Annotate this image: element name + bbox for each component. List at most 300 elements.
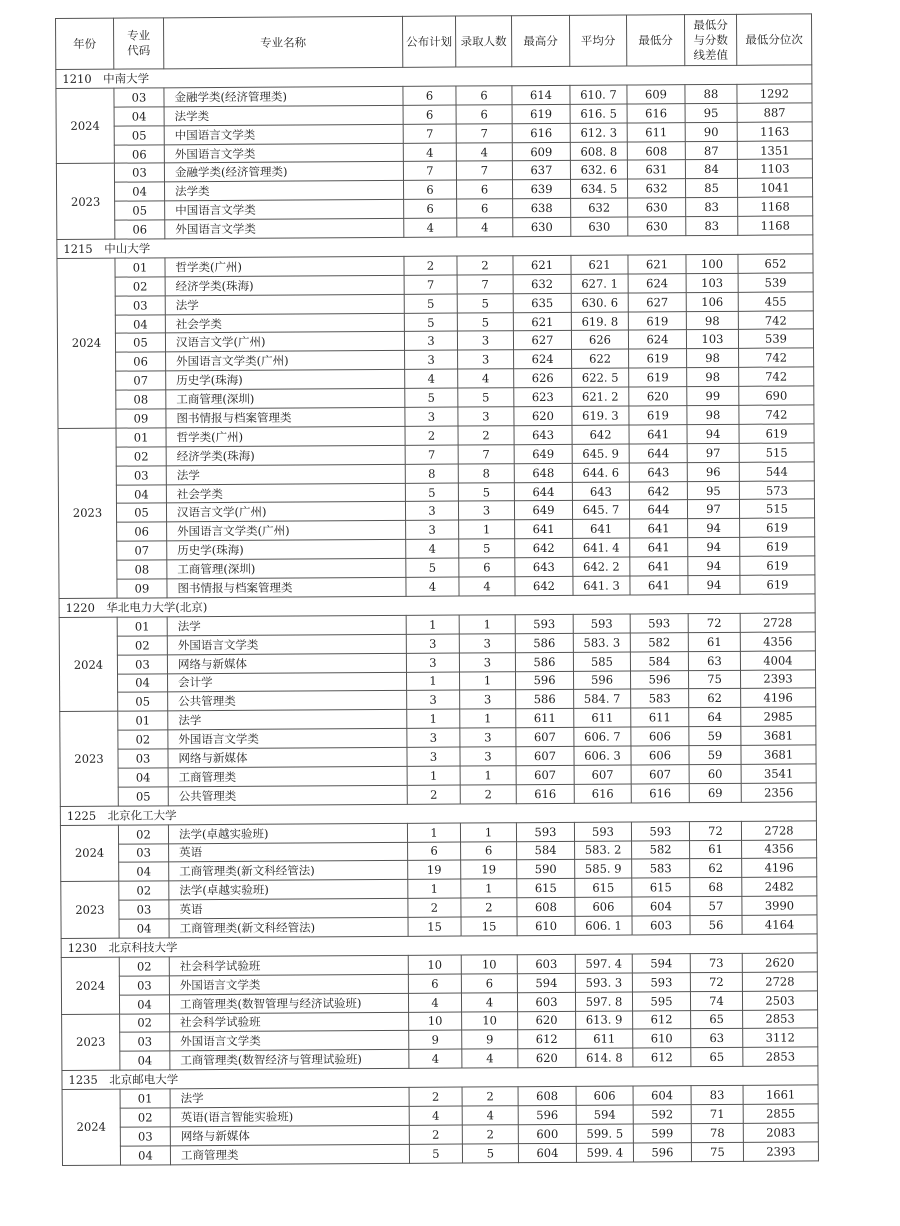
max-score-cell: 620	[518, 1011, 576, 1030]
published-plan-cell: 5	[405, 483, 458, 502]
avg-score-cell: 594	[576, 1105, 633, 1124]
min-score-cell: 584	[630, 651, 688, 670]
max-score-cell: 620	[518, 1049, 576, 1068]
min-rank-cell: 1168	[738, 197, 813, 216]
major-code-cell: 09	[116, 409, 166, 428]
avg-score-cell: 606	[575, 897, 632, 916]
published-plan-cell: 5	[406, 558, 459, 577]
university-title: 1235 北京邮电大学	[62, 1066, 818, 1090]
min-score-cell: 606	[631, 746, 689, 765]
min-score-cell: 608	[627, 141, 685, 160]
major-code-cell: 03	[120, 1032, 170, 1051]
major-code-cell: 04	[119, 862, 169, 881]
published-plan-cell: 8	[405, 464, 458, 483]
year-cell: 2024	[59, 617, 118, 712]
max-score-cell: 608	[517, 898, 575, 917]
major-code-cell: 04	[114, 107, 164, 126]
admitted-count-cell: 4	[459, 577, 515, 596]
published-plan-cell: 2	[405, 426, 458, 445]
min-rank-cell: 742	[739, 367, 814, 386]
min-score-cell: 592	[633, 1105, 691, 1124]
min-score-cell: 593	[631, 821, 689, 840]
admitted-count-cell: 1	[460, 822, 516, 841]
score-diff-cell: 90	[685, 122, 737, 141]
score-diff-cell: 84	[685, 160, 737, 179]
score-diff-cell: 75	[691, 1142, 743, 1161]
admitted-count-cell: 1	[459, 671, 515, 690]
score-diff-cell: 78	[691, 1123, 743, 1142]
max-score-cell: 626	[514, 369, 572, 388]
published-plan-cell: 3	[405, 407, 458, 426]
max-score-cell: 638	[513, 199, 571, 218]
min-score-cell: 642	[629, 481, 687, 500]
min-score-cell: 596	[633, 1142, 691, 1161]
major-code-cell: 06	[116, 352, 166, 371]
admitted-count-cell: 2	[462, 1125, 518, 1144]
score-diff-cell: 103	[686, 273, 738, 292]
min-score-cell: 609	[627, 85, 685, 104]
major-name-cell: 法学(卓越实验班)	[168, 823, 407, 843]
published-plan-cell: 1	[407, 709, 460, 728]
min-score-cell: 611	[627, 122, 685, 141]
avg-score-cell: 584. 7	[574, 689, 631, 708]
major-code-cell: 07	[116, 371, 166, 390]
admitted-count-cell: 3	[459, 652, 515, 671]
score-diff-cell: 64	[689, 708, 741, 727]
admitted-count-cell: 3	[457, 331, 513, 350]
avg-score-cell: 616. 5	[570, 104, 627, 123]
avg-score-cell: 641	[573, 519, 630, 538]
published-plan-cell: 6	[403, 105, 456, 124]
year-cell: 2024	[56, 88, 114, 164]
min-rank-cell: 4164	[742, 915, 817, 934]
published-plan-cell: 3	[407, 728, 460, 747]
year-cell: 2023	[61, 881, 119, 938]
admitted-count-cell: 1	[459, 615, 515, 634]
min-rank-cell: 1103	[737, 159, 812, 178]
published-plan-cell: 2	[408, 898, 461, 917]
avg-score-cell: 597. 8	[575, 992, 632, 1011]
avg-score-cell: 641. 3	[573, 576, 630, 595]
min-rank-cell: 2728	[742, 972, 817, 991]
min-rank-cell: 2393	[740, 669, 815, 688]
published-plan-cell: 4	[406, 539, 459, 558]
score-diff-cell: 61	[690, 840, 742, 859]
major-name-cell: 社会学类	[166, 483, 405, 503]
max-score-cell: 593	[516, 822, 574, 841]
major-code-cell: 03	[119, 843, 169, 862]
header-published-plan: 公布计划	[402, 16, 455, 67]
admitted-count-cell: 4	[458, 369, 514, 388]
avg-score-cell: 644. 6	[572, 463, 629, 482]
major-name-cell: 工商管理类	[168, 766, 407, 786]
score-diff-cell: 65	[691, 1048, 743, 1067]
score-diff-cell: 83	[686, 198, 738, 217]
major-name-cell: 英语(语言智能实验班)	[170, 1106, 409, 1126]
min-rank-cell: 3990	[742, 896, 817, 915]
min-score-cell: 604	[633, 1086, 691, 1105]
score-diff-cell: 62	[690, 859, 742, 878]
min-score-cell: 603	[632, 916, 690, 935]
major-code-cell: 05	[114, 126, 164, 145]
score-diff-cell: 56	[690, 915, 742, 934]
published-plan-cell: 3	[405, 350, 458, 369]
major-code-cell: 03	[119, 976, 169, 995]
published-plan-cell: 2	[404, 256, 457, 275]
min-rank-cell: 652	[738, 254, 813, 273]
avg-score-cell: 593	[573, 614, 630, 633]
max-score-cell: 607	[516, 746, 574, 765]
major-code-cell: 03	[116, 466, 166, 485]
published-plan-cell: 10	[409, 1012, 462, 1031]
avg-score-cell: 632. 6	[570, 160, 627, 179]
major-name-cell: 金融学类(经济管理类)	[164, 162, 403, 182]
major-code-cell: 02	[119, 881, 169, 900]
score-diff-cell: 98	[687, 368, 739, 387]
published-plan-cell: 3	[405, 502, 458, 521]
max-score-cell: 586	[515, 633, 573, 652]
avg-score-cell: 642. 2	[573, 557, 630, 576]
score-diff-cell: 94	[688, 575, 740, 594]
max-score-cell: 630	[513, 217, 571, 236]
max-score-cell: 603	[517, 954, 575, 973]
score-diff-cell: 98	[687, 405, 739, 424]
major-name-cell: 社会科学试验班	[170, 1012, 409, 1032]
published-plan-cell: 1	[408, 879, 461, 898]
min-score-cell: 595	[632, 991, 690, 1010]
university-title: 1220 华北电力大学(北京)	[59, 594, 815, 618]
max-score-cell: 643	[514, 425, 572, 444]
avg-score-cell: 622. 5	[572, 368, 629, 387]
min-score-cell: 630	[628, 217, 686, 236]
max-score-cell: 643	[515, 558, 573, 577]
major-code-cell: 04	[119, 994, 169, 1013]
major-name-cell: 汉语言文学(广州)	[166, 502, 405, 522]
min-rank-cell: 1163	[737, 122, 812, 141]
max-score-cell: 632	[513, 274, 571, 293]
major-code-cell: 04	[115, 314, 165, 333]
min-score-cell: 616	[631, 783, 689, 802]
min-rank-cell: 742	[738, 310, 813, 329]
major-code-cell: 05	[118, 787, 168, 806]
header-score-diff	[684, 14, 736, 65]
score-diff-cell: 97	[687, 500, 739, 519]
admitted-count-cell: 15	[461, 917, 517, 936]
max-score-cell: 586	[516, 690, 574, 709]
max-score-cell: 611	[516, 709, 574, 728]
major-code-cell: 05	[115, 333, 165, 352]
min-score-cell: 644	[629, 500, 687, 519]
max-score-cell: 603	[517, 992, 575, 1011]
max-score-cell: 624	[514, 350, 572, 369]
score-diff-cell: 59	[689, 745, 741, 764]
published-plan-cell: 4	[404, 218, 457, 237]
avg-score-cell: 632	[571, 198, 628, 217]
published-plan-cell: 6	[404, 199, 457, 218]
major-code-cell: 02	[119, 957, 169, 976]
score-diff-cell: 88	[685, 84, 737, 103]
min-rank-cell: 4196	[742, 858, 817, 877]
major-name-cell: 外国语言文学类	[169, 974, 408, 994]
admitted-count-cell: 3	[459, 633, 515, 652]
min-score-cell: 611	[631, 708, 689, 727]
score-diff-cell: 85	[685, 179, 737, 198]
avg-score-cell: 642	[572, 425, 629, 444]
major-name-cell: 外国语言文学类	[164, 143, 403, 163]
min-rank-cell: 4004	[740, 650, 815, 669]
score-diff-cell: 94	[687, 424, 739, 443]
min-score-cell: 620	[629, 387, 687, 406]
major-code-cell: 04	[119, 919, 169, 938]
min-score-cell: 641	[630, 519, 688, 538]
admitted-count-cell: 2	[460, 785, 516, 804]
published-plan-cell: 1	[407, 672, 460, 691]
min-score-cell: 582	[630, 632, 688, 651]
published-plan-cell: 3	[406, 653, 459, 672]
published-plan-cell: 3	[407, 690, 460, 709]
max-score-cell: 649	[514, 501, 572, 520]
major-name-cell: 公共管理类	[168, 785, 407, 805]
avg-score-cell: 611	[574, 708, 631, 727]
published-plan-cell: 6	[404, 180, 457, 199]
table-body	[56, 65, 819, 1165]
score-diff-cell: 83	[691, 1085, 743, 1104]
max-score-cell: 609	[512, 142, 570, 161]
min-rank-cell: 2853	[743, 1047, 818, 1066]
max-score-cell: 648	[514, 463, 572, 482]
header-major-code-text: 专业代码	[127, 28, 151, 58]
score-diff-cell: 94	[688, 556, 740, 575]
published-plan-cell: 7	[405, 445, 458, 464]
max-score-cell: 619	[512, 104, 570, 123]
major-name-cell: 工商管理类(新文科经管法)	[169, 861, 408, 881]
major-code-cell: 01	[115, 258, 165, 277]
score-diff-cell: 71	[691, 1104, 743, 1123]
min-score-cell: 632	[627, 179, 685, 198]
published-plan-cell: 7	[403, 124, 456, 143]
avg-score-cell: 645. 7	[572, 500, 629, 519]
major-name-cell: 工商管理类	[170, 1144, 409, 1164]
admitted-count-cell: 2	[457, 256, 513, 275]
min-rank-cell: 742	[739, 405, 814, 424]
min-rank-cell: 619	[740, 518, 815, 537]
admitted-count-cell: 1	[459, 520, 515, 539]
published-plan-cell: 10	[408, 955, 461, 974]
admitted-count-cell: 6	[461, 841, 517, 860]
published-plan-cell: 3	[404, 332, 457, 351]
major-code-cell: 04	[120, 1146, 170, 1165]
year-cell: 2024	[57, 258, 116, 428]
min-score-cell: 594	[632, 953, 690, 972]
min-rank-cell: 455	[738, 292, 813, 311]
avg-score-cell: 626	[571, 330, 628, 349]
admitted-count-cell: 5	[457, 293, 513, 312]
admitted-count-cell: 8	[458, 463, 514, 482]
major-code-cell: 01	[120, 1089, 170, 1108]
max-score-cell: 594	[517, 973, 575, 992]
max-score-cell: 607	[516, 765, 574, 784]
min-score-cell: 593	[632, 972, 690, 991]
score-diff-cell: 87	[685, 141, 737, 160]
published-plan-cell: 3	[407, 747, 460, 766]
min-score-cell: 644	[629, 443, 687, 462]
avg-score-cell: 583. 3	[573, 633, 630, 652]
admitted-count-cell: 3	[458, 407, 514, 426]
admitted-count-cell: 4	[462, 1106, 518, 1125]
major-code-cell: 02	[115, 277, 165, 296]
min-rank-cell: 619	[739, 424, 814, 443]
avg-score-cell: 606. 3	[574, 746, 631, 765]
major-name-cell: 外国语言文学类	[167, 634, 406, 654]
major-code-cell: 03	[118, 749, 168, 768]
min-rank-cell: 2083	[743, 1123, 818, 1142]
major-code-cell: 04	[118, 768, 168, 787]
admitted-count-cell: 2	[458, 426, 514, 445]
major-name-cell: 会计学	[168, 672, 407, 692]
min-score-cell: 596	[630, 670, 688, 689]
score-diff-cell: 99	[687, 386, 739, 405]
table-header-row	[56, 14, 812, 70]
avg-score-cell: 612. 3	[570, 123, 627, 142]
header-max-score: 最高分	[511, 15, 569, 66]
max-score-cell: 616	[516, 784, 574, 803]
major-name-cell: 工商管理类(新文科经管法)	[169, 917, 408, 937]
major-name-cell: 汉语言文学(广州)	[165, 332, 404, 352]
min-rank-cell: 3541	[741, 764, 816, 783]
min-score-cell: 582	[632, 840, 690, 859]
published-plan-cell: 4	[409, 1106, 462, 1125]
max-score-cell: 604	[518, 1143, 576, 1162]
avg-score-cell: 643	[572, 482, 629, 501]
year-cell: 2024	[62, 1089, 120, 1165]
max-score-cell: 612	[518, 1030, 576, 1049]
min-score-cell: 583	[632, 859, 690, 878]
published-plan-cell: 1	[406, 615, 459, 634]
header-min-rank: 最低分位次	[736, 14, 811, 65]
major-code-cell: 06	[114, 144, 164, 163]
major-code-cell: 01	[117, 617, 167, 636]
min-score-cell: 607	[631, 765, 689, 784]
avg-score-cell: 619. 8	[571, 312, 628, 331]
score-diff-cell: 97	[687, 443, 739, 462]
admitted-count-cell: 6	[456, 180, 512, 199]
published-plan-cell: 5	[409, 1144, 462, 1163]
major-code-cell: 08	[116, 390, 166, 409]
min-rank-cell: 2728	[740, 613, 815, 632]
year-cell: 2024	[60, 825, 118, 882]
max-score-cell: 586	[515, 652, 573, 671]
admitted-count-cell: 5	[457, 312, 513, 331]
admitted-count-cell: 4	[456, 142, 512, 161]
min-rank-cell: 573	[739, 480, 814, 499]
avg-score-cell: 597. 4	[575, 954, 632, 973]
year-cell: 2023	[60, 711, 119, 806]
score-diff-cell: 60	[689, 764, 741, 783]
score-diff-cell: 59	[689, 726, 741, 745]
major-name-cell: 外国语言文学类	[165, 218, 404, 238]
major-code-cell: 02	[116, 447, 166, 466]
min-score-cell: 612	[633, 1048, 691, 1067]
avg-score-cell: 641. 4	[573, 538, 630, 557]
major-code-cell: 03	[115, 296, 165, 315]
published-plan-cell: 7	[404, 275, 457, 294]
table-row	[62, 1142, 818, 1166]
min-rank-cell: 515	[739, 443, 814, 462]
min-score-cell: 627	[628, 292, 686, 311]
header-major-name: 专业名称	[164, 16, 403, 68]
min-rank-cell: 2728	[741, 820, 816, 839]
major-name-cell: 哲学类(广州)	[165, 256, 404, 276]
major-name-cell: 经济学类(珠海)	[165, 275, 404, 295]
major-name-cell: 外国语言文学类	[168, 729, 407, 749]
min-rank-cell: 539	[738, 273, 813, 292]
min-score-cell: 641	[630, 557, 688, 576]
max-score-cell: 642	[515, 576, 573, 595]
max-score-cell: 610	[517, 916, 575, 935]
major-name-cell: 图书情报与档案管理类	[166, 407, 405, 427]
admitted-count-cell: 1	[460, 709, 516, 728]
major-code-cell: 06	[117, 522, 167, 541]
min-rank-cell: 2393	[743, 1142, 818, 1161]
major-code-cell: 04	[118, 673, 168, 692]
min-score-cell: 610	[633, 1029, 691, 1048]
avg-score-cell: 630	[571, 217, 628, 236]
avg-score-cell: 614. 8	[576, 1048, 633, 1067]
admitted-count-cell: 3	[458, 501, 514, 520]
major-code-cell: 02	[120, 1013, 170, 1032]
published-plan-cell: 7	[403, 162, 456, 181]
min-score-cell: 606	[631, 727, 689, 746]
major-code-cell: 02	[118, 824, 168, 843]
min-rank-cell: 619	[740, 556, 815, 575]
avg-score-cell: 607	[574, 765, 631, 784]
published-plan-cell: 9	[409, 1030, 462, 1049]
min-score-cell: 599	[633, 1124, 691, 1143]
published-plan-cell: 5	[404, 294, 457, 313]
max-score-cell: 593	[515, 614, 573, 633]
major-code-cell: 03	[114, 88, 164, 107]
max-score-cell: 621	[513, 255, 571, 274]
min-rank-cell: 4196	[741, 688, 816, 707]
major-name-cell: 法学(卓越实验班)	[169, 880, 408, 900]
major-name-cell: 网络与新媒体	[168, 747, 407, 767]
major-name-cell: 社会学类	[165, 313, 404, 333]
max-score-cell: 614	[512, 85, 570, 104]
major-name-cell: 社会科学试验班	[169, 955, 408, 975]
min-score-cell: 624	[628, 273, 686, 292]
max-score-cell: 635	[513, 293, 571, 312]
major-code-cell: 02	[118, 730, 168, 749]
min-score-cell: 616	[627, 103, 685, 122]
major-code-cell: 06	[115, 220, 165, 239]
avg-score-cell: 606. 1	[575, 916, 632, 935]
min-rank-cell: 3112	[743, 1028, 818, 1047]
score-diff-cell: 100	[686, 254, 738, 273]
header-score-diff-text: 最低分与分数线差值	[693, 17, 729, 62]
published-plan-cell: 4	[405, 369, 458, 388]
max-score-cell: 649	[514, 444, 572, 463]
max-score-cell: 637	[512, 161, 570, 180]
published-plan-cell: 2	[409, 1087, 462, 1106]
max-score-cell: 608	[518, 1086, 576, 1105]
max-score-cell: 623	[514, 387, 572, 406]
major-name-cell: 法学类	[165, 181, 404, 201]
year-cell: 2023	[56, 164, 114, 240]
admitted-count-cell: 6	[456, 86, 512, 105]
min-score-cell: 619	[629, 349, 687, 368]
admitted-count-cell: 3	[460, 728, 516, 747]
min-score-cell: 621	[628, 255, 686, 274]
